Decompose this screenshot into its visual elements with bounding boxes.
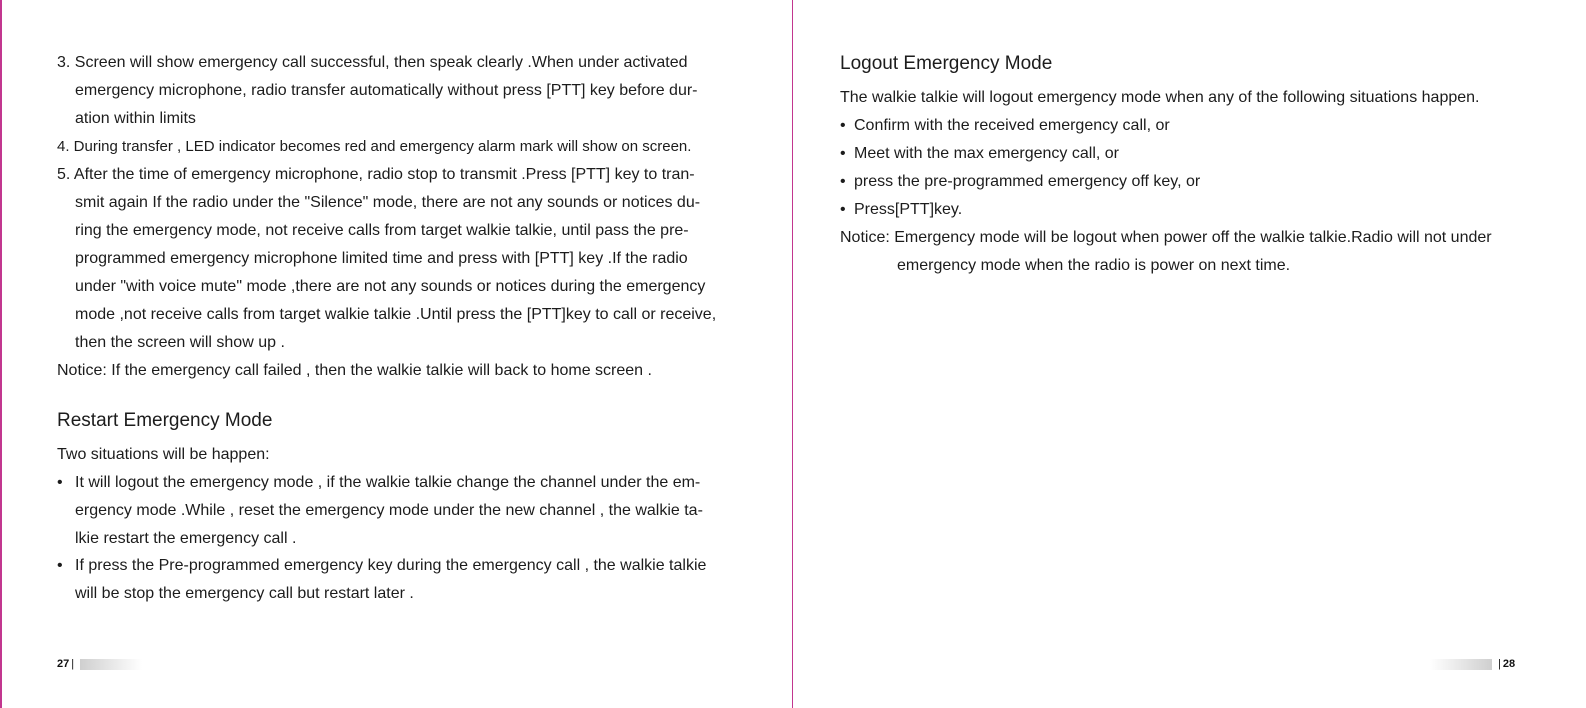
notice-left: Notice: If the emergency call failed , then the walkie talkie will back to home screen . [57, 362, 652, 379]
restart-bullet-1-line-1 [57, 469, 700, 497]
bullet-text: Confirm with the received emergency call, or [854, 117, 1170, 134]
step-5-line-1: 5. After the time of emergency microphone, radio stop to transmit .Press [PTT] key to tran- [57, 166, 695, 183]
page-number-right: | 28 [1430, 657, 1515, 671]
step-3-line-2: emergency microphone, radio transfer automatically without press [PTT] key before dur- [75, 82, 698, 99]
logout-bullet-2 [840, 140, 1119, 168]
notice-right-line-2: emergency mode when the radio is power on next time. [897, 257, 1291, 274]
step-5-line-6: mode ,not receive calls from target walkie talkie .Until press the [PTT]key to call or receive, [75, 306, 717, 323]
restart-bullet-2-line-1 [57, 552, 706, 580]
bullet-icon: • [840, 173, 846, 190]
step-5-line-3: ring the emergency mode, not receive calls from target walkie talkie, until pass the pre- [75, 222, 689, 239]
restart-bullet-2-line-2: will be stop the emergency call but restart later . [75, 585, 414, 602]
notice-right-line-1: Notice: Emergency mode will be logout when power off the walkie talkie.Radio will not under [840, 229, 1492, 246]
bullet-text: If press the Pre-programmed emergency key during the emergency call , the walkie talkie [75, 557, 707, 574]
bullet-text: press the pre-programmed emergency off key, or [854, 173, 1201, 190]
step-5-line-7: then the screen will show up . [75, 334, 285, 351]
page-number-bar-left [80, 659, 142, 670]
step-5-line-4: programmed emergency microphone limited time and press with [PTT] key .If the radio [75, 250, 688, 267]
restart-bullet-1-line-2: ergency mode .While , reset the emergency mode under the new channel , the walkie ta- [75, 502, 703, 519]
restart-intro: Two situations will be happen: [57, 446, 270, 463]
page-number-left: 27 | [57, 657, 142, 671]
bullet-icon: • [840, 117, 846, 134]
bullet-icon: • [57, 557, 63, 574]
logout-bullet-4 [840, 196, 962, 224]
step-5-line-5: under "with voice mute" mode ,there are not any sounds or notices during the emergency [75, 278, 706, 295]
page-number-bar-right [1430, 659, 1492, 670]
right-page [793, 0, 1586, 708]
logout-bullet-1 [840, 112, 1170, 140]
bullet-text: It will logout the emergency mode , if the walkie talkie change the channel under the em- [75, 474, 701, 491]
step-5-line-2: smit again If the radio under the "Silence" mode, there are not any sounds or notices du- [75, 194, 701, 211]
bullet-icon: • [840, 201, 846, 218]
bullet-text: Meet with the max emergency call, or [854, 145, 1119, 162]
bullet-text: Press[PTT]key. [854, 201, 963, 218]
page-number-right-text: 28 [1502, 658, 1516, 670]
bullet-icon: • [57, 474, 63, 491]
step-4-line-1: 4. During transfer , LED indicator becomes red and emergency alarm mark will show on screen. [57, 138, 692, 155]
page-number-left-text: 27 [57, 658, 70, 670]
logout-intro: The walkie talkie will logout emergency mode when any of the following situations happen. [840, 89, 1480, 106]
step-3-line-1: 3. Screen will show emergency call successful, then speak clearly .When under activated [57, 54, 688, 71]
restart-bullet-1-line-3: lkie restart the emergency call . [75, 530, 297, 547]
restart-heading: Restart Emergency Mode [57, 410, 273, 431]
step-3-line-3: ation within limits [75, 110, 196, 127]
bullet-icon: • [840, 145, 846, 162]
logout-heading: Logout Emergency Mode [840, 53, 1053, 74]
logout-bullet-3 [840, 168, 1200, 196]
